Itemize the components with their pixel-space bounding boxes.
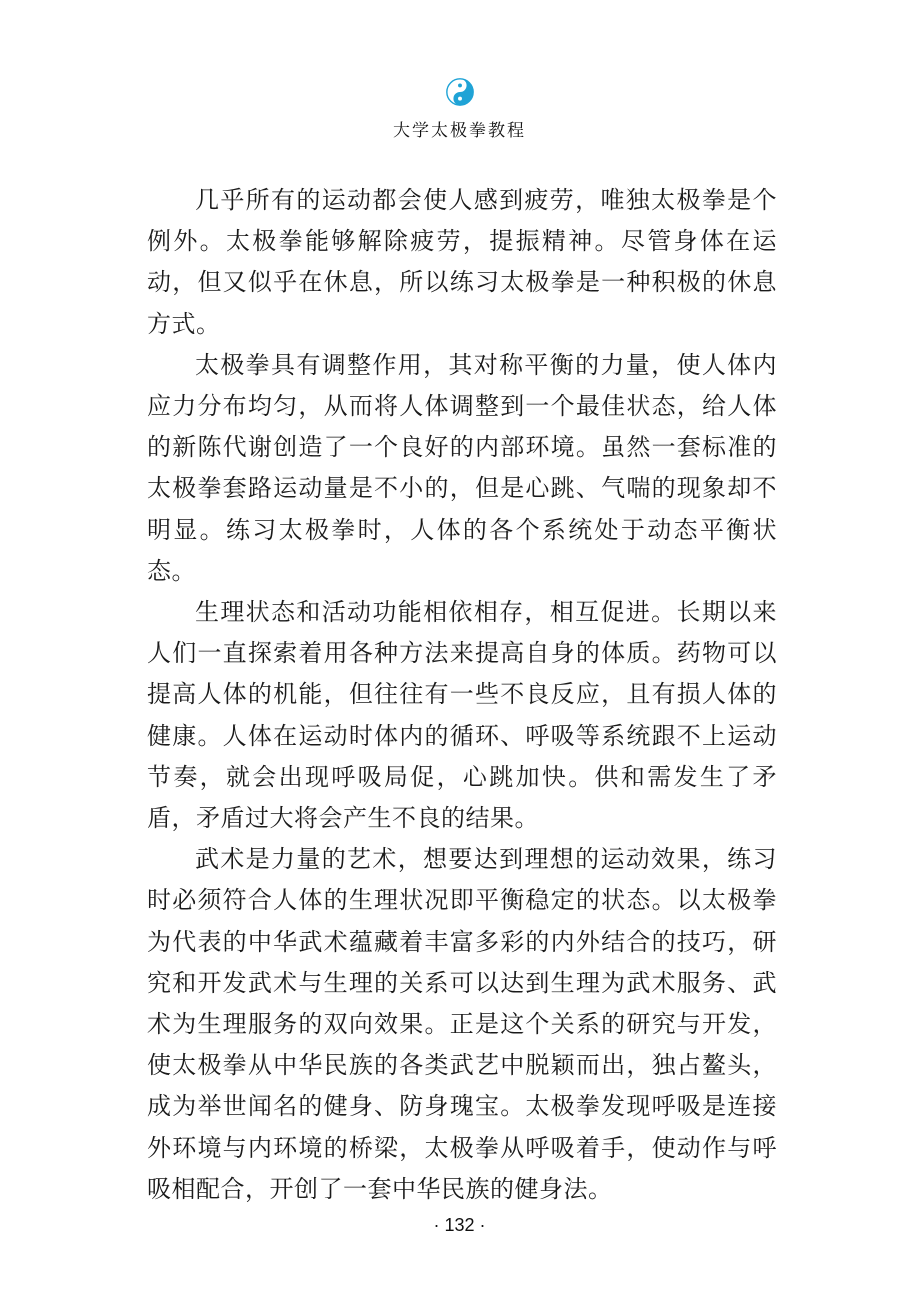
paragraph-4: 武术是力量的艺术，想要达到理想的运动效果，练习时必须符合人体的生理状况即平衡稳定的状态。以太极拳为代表的中华武术蕴藏着丰富多彩的内外结合的技巧，研究和开发武术与生理的关系可以达到生理为武术服务、武术为生理服务的双向效果。正是这个关系的研究与开发，使太极拳从中华民族的各类武艺中脱颖而出，独占鳌头，成为举世闻名的健身、防身瑰宝。太极拳发现呼吸是连接外环境与内环境的桥梁，太极拳从呼吸着手，使动作与呼吸相配合，开创了一套中华民族的健身法。 xyxy=(147,845,777,1203)
body-text xyxy=(147,180,777,1210)
paragraph-2: 太极拳具有调整作用，其对称平衡的力量，使人体内应力分布均匀，从而将人体调整到一个最佳状态，给人体的新陈代谢创造了一个良好的内部环境。虽然一套标准的太极拳套路运动量是不小的，但是心跳、气喘的现象却不明显。练习太极拳时，人体的各个系统处于动态平衡状态。 xyxy=(147,350,777,585)
page-number: · 132 · xyxy=(433,1215,486,1235)
taiji-icon xyxy=(446,78,474,106)
running-header-title: 大学太极拳教程 xyxy=(393,121,526,141)
paragraph-3: 生理状态和活动功能相依相存，相互促进。长期以来人们一直探索着用各种方法来提高自身的体质。药物可以提高人体的机能，但往往有一些不良反应，且有损人体的健康。人体在运动时体内的循环、呼吸等系统跟不上运动节奏，就会出现呼吸局促，心跳加快。供和需发生了矛盾，矛盾过大将会产生不良的结果。 xyxy=(147,598,777,833)
paragraph-1: 几乎所有的运动都会使人感到疲劳，唯独太极拳是个例外。太极拳能够解除疲劳，提振精神。尽管身体在运动，但又似乎在休息，所以练习太极拳是一种积极的休息方式。 xyxy=(147,186,777,338)
